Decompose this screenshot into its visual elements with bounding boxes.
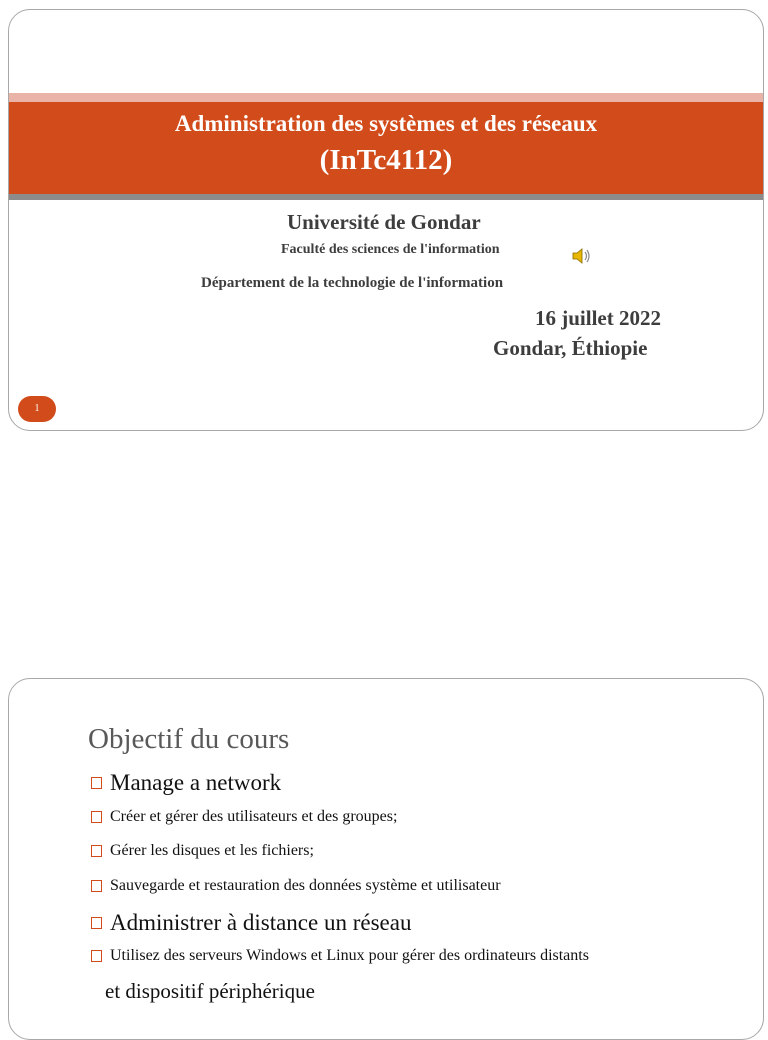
speaker-icon[interactable] (571, 246, 593, 266)
list-item-text: Administrer à distance un réseau (110, 910, 412, 935)
title-band (9, 102, 763, 194)
list-item (91, 947, 589, 965)
list-item-continuation: et dispositif périphérique (105, 979, 315, 1003)
list-item (91, 910, 411, 936)
list-item-text: Gérer les disques et les fichiers; (110, 842, 314, 859)
list-item (91, 808, 397, 826)
list-item (91, 842, 314, 860)
presentation-date: 16 juillet 2022 (535, 306, 661, 330)
list-item-text: Manage a network (110, 770, 282, 795)
slide-title: Administration des systèmes et des réseaux (174, 111, 598, 136)
title-divider-strip (9, 194, 763, 200)
department-name: Département de la technologie de l'information (201, 275, 504, 291)
square-bullet-icon (91, 811, 102, 823)
slide-title: Objectif du cours (88, 723, 290, 755)
course-code: (InTc4112) (319, 144, 453, 176)
list-item (91, 770, 281, 796)
square-bullet-icon (91, 880, 102, 892)
slide-1 (8, 9, 764, 431)
faculty-name: Faculté des sciences de l'information (281, 242, 500, 257)
university-name: Université de Gondar (287, 210, 481, 234)
presentation-location: Gondar, Éthiopie (493, 336, 648, 360)
list-item-text: Utilisez des serveurs Windows et Linux pour gérer des ordinateurs distants (110, 947, 589, 964)
slide-2 (8, 678, 764, 1040)
page-number-badge: 1 (18, 396, 56, 422)
square-bullet-icon (91, 777, 102, 789)
list-item-text: Sauvegarde et restauration des données système et utilisateur (110, 877, 501, 894)
square-bullet-icon (91, 950, 102, 962)
list-item-text: Créer et gérer des utilisateurs et des groupes; (110, 808, 398, 825)
title-accent-strip (9, 93, 763, 102)
square-bullet-icon (91, 917, 102, 929)
list-item (91, 877, 501, 895)
square-bullet-icon (91, 845, 102, 857)
